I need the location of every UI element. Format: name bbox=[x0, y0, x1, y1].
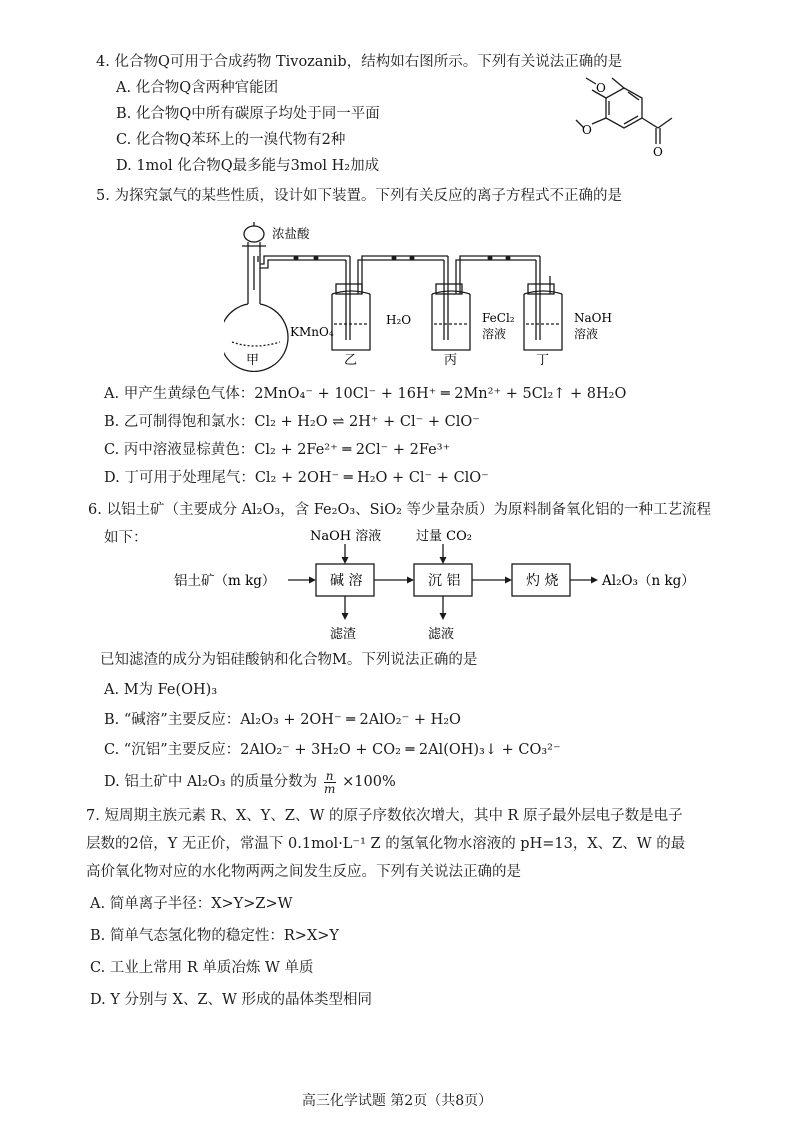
q4-stem: 4. 化合物Q可用于合成药物 Tivozanib，结构如右图所示。下列有关说法正确的是 bbox=[96, 54, 623, 70]
q4-option-a: A. 化合物Q含两种官能团 bbox=[116, 80, 279, 96]
q5-option-c-equation: Cl₂ + 2Fe²⁺ ═ 2Cl⁻ + 2Fe³⁺ bbox=[254, 442, 451, 458]
q7-stem-line-2: 层数的2倍，Y 无正价，常温下 0.1mol·L⁻¹ Z 的氢氧化物水溶液的 pH=13，X、Z、W 的最 bbox=[86, 836, 686, 852]
q6-option-d-suffix: ×100% bbox=[342, 774, 396, 790]
flow-input-label: 铝土矿（m kg） bbox=[174, 573, 276, 589]
bottle2-label-1: FeCl₂ bbox=[482, 311, 515, 325]
q6-option-b: B. “碱溶”主要反应：Al₂O₃ + 2OH⁻ ═ 2AlO₂⁻ + H₂O bbox=[104, 712, 461, 728]
q5-option-d bbox=[104, 468, 489, 488]
q5-stem: 5. 为探究氯气的某些性质，设计如下装置。下列有关反应的离子方程式不正确的是 bbox=[96, 188, 622, 204]
bottle1-label: H₂O bbox=[386, 313, 412, 327]
flow-waste-residue: 滤渣 bbox=[330, 627, 357, 642]
apparatus-name-bing: 丙 bbox=[444, 353, 458, 368]
q7-stem-line-3: 高价氧化物对应的水化物两两之间发生反应。下列有关说法正确的是 bbox=[86, 864, 521, 880]
bottle3-label-1: NaOH bbox=[574, 311, 612, 325]
compound-q-structure bbox=[552, 70, 702, 156]
q5-option-b bbox=[104, 412, 480, 432]
apparatus-name-jia: 甲 bbox=[246, 353, 260, 368]
q4-option-d: D. 1mol 化合物Q最多能与3mol H₂加成 bbox=[116, 158, 380, 174]
flow-reagent-co2: 过量 CO₂ bbox=[416, 529, 472, 544]
q4-option-c: C. 化合物Q苯环上的一溴代物有2种 bbox=[116, 132, 346, 148]
page-footer: 高三化学试题 第2页（共8页） bbox=[301, 1093, 493, 1109]
q6-option-c: C. “沉铝”主要反应：2AlO₂⁻ + 3H₂O + CO₂ ═ 2Al(OH)₃↓ + CO₃²⁻ bbox=[104, 742, 561, 758]
q5-apparatus-diagram bbox=[224, 212, 634, 372]
bottle3-label-2: 溶液 bbox=[574, 327, 599, 341]
flow-step-precipitate-aluminum: 沉 铝 bbox=[428, 573, 461, 589]
q6-stem-line-2: 如下： bbox=[104, 530, 148, 546]
methoxy-oxygen-2: O bbox=[582, 123, 592, 137]
funnel-label: 浓盐酸 bbox=[272, 226, 310, 241]
flow-step-calcine: 灼 烧 bbox=[526, 573, 559, 589]
q5-option-b-prefix: B. 乙可制得饱和氯水： bbox=[104, 414, 255, 430]
carbonyl-oxygen: O bbox=[653, 145, 663, 156]
q6-option-d-prefix: D. 铝土矿中 Al₂O₃ 的质量分数为 bbox=[104, 774, 318, 790]
q7-option-b: B. 简单气态氢化物的稳定性：R>X>Y bbox=[90, 928, 339, 944]
q7-stem-line-1: 7. 短周期主族元素 R、X、Y、Z、W 的原子序数依次增大，其中 R 原子最外层电子数是电子 bbox=[86, 808, 683, 824]
q5-option-d-prefix: D. 丁可用于处理尾气： bbox=[104, 470, 255, 486]
apparatus-name-yi: 乙 bbox=[344, 353, 358, 368]
bottle2-label-2: 溶液 bbox=[482, 327, 507, 341]
q5-option-c bbox=[104, 440, 450, 460]
q7-option-c: C. 工业上常用 R 单质冶炼 W 单质 bbox=[90, 960, 314, 976]
flow-waste-filtrate: 滤液 bbox=[428, 627, 455, 642]
flask-label: KMnO₄ bbox=[290, 325, 334, 339]
flow-step-alkali-dissolve: 碱 溶 bbox=[330, 573, 363, 589]
flow-output-label: Al₂O₃（n kg） bbox=[602, 573, 695, 589]
q5-option-d-equation: Cl₂ + 2OH⁻ ═ H₂O + Cl⁻ + ClO⁻ bbox=[254, 470, 489, 486]
flow-reagent-naoh: NaOH 溶液 bbox=[310, 529, 382, 544]
methoxy-oxygen-1: O bbox=[596, 81, 606, 95]
apparatus-name-ding: 丁 bbox=[536, 353, 550, 368]
q4-option-b: B. 化合物Q中所有碳原子均处于同一平面 bbox=[116, 106, 380, 122]
q5-option-a-equation: 2MnO₄⁻ + 10Cl⁻ + 16H⁺ ═ 2Mn²⁺ + 5Cl₂↑ + 8H₂O bbox=[254, 386, 627, 402]
q7-option-a: A. 简单离子半径：X>Y>Z>W bbox=[90, 896, 293, 912]
fraction-denominator: m bbox=[323, 781, 336, 796]
q6-process-flowchart bbox=[170, 524, 710, 648]
q6-stem-line-1: 6. 以铝土矿（主要成分 Al₂O₃，含 Fe₂O₃、SiO₂ 等少量杂质）为原料制备氧化铝的一种工艺流程 bbox=[88, 502, 712, 518]
mass-fraction bbox=[324, 770, 336, 795]
q5-option-a bbox=[104, 384, 626, 404]
q5-option-b-equation: Cl₂ + H₂O ⇌ 2H⁺ + Cl⁻ + ClO⁻ bbox=[254, 414, 480, 430]
q6-note: 已知滤渣的成分为铝硅酸钠和化合物M。下列说法正确的是 bbox=[100, 652, 478, 668]
q5-option-c-prefix: C. 丙中溶液显棕黄色： bbox=[104, 442, 255, 458]
fraction-numerator: n bbox=[325, 768, 334, 783]
q7-option-d: D. Y 分别与 X、Z、W 形成的晶体类型相同 bbox=[90, 992, 373, 1008]
q6-option-d bbox=[104, 768, 396, 796]
q6-option-a: A. M为 Fe(OH)₃ bbox=[104, 682, 218, 698]
q5-option-a-prefix: A. 甲产生黄绿色气体： bbox=[104, 386, 255, 402]
